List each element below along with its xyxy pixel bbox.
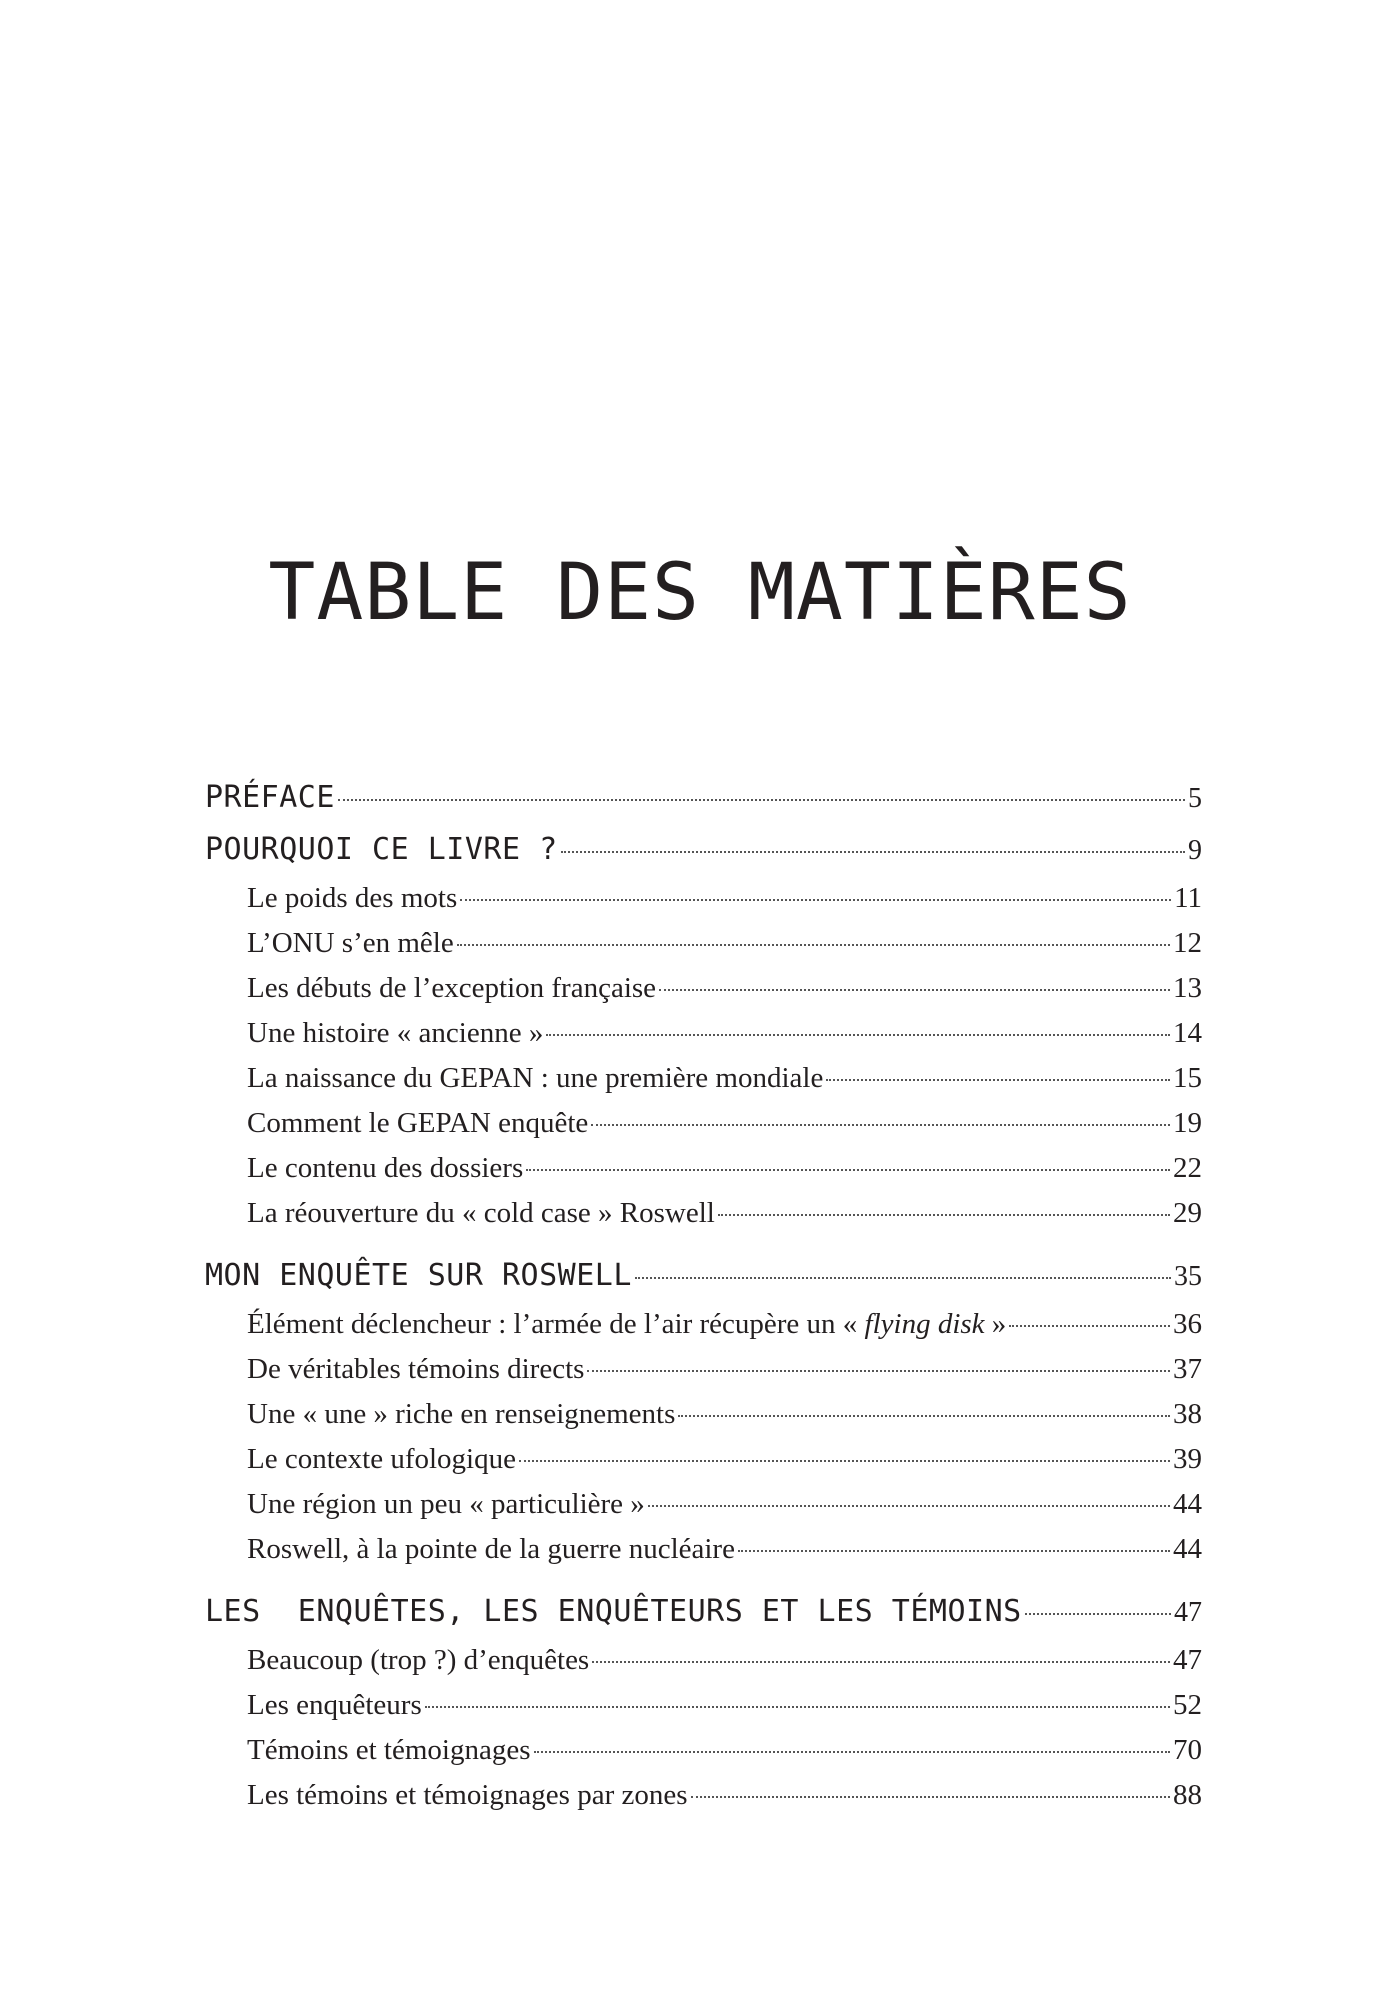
toc-entry[interactable] <box>205 1527 1202 1572</box>
entry-title: Une région un peu « particulière » <box>247 1488 645 1520</box>
dot-leader <box>561 851 1185 853</box>
toc-chapter-pourquoi[interactable] <box>205 824 1202 876</box>
dot-leader <box>648 1505 1170 1507</box>
dot-leader <box>338 799 1185 801</box>
page-number: 52 <box>1173 1689 1202 1721</box>
spacer <box>205 1236 1202 1250</box>
page-number: 19 <box>1173 1107 1202 1139</box>
toc-entry[interactable] <box>205 1191 1202 1236</box>
dot-leader <box>519 1460 1170 1462</box>
toc-entry[interactable] <box>205 1392 1202 1437</box>
page-number: 9 <box>1188 835 1202 866</box>
spacer <box>205 1572 1202 1586</box>
table-of-contents <box>205 772 1202 1818</box>
dot-leader <box>460 899 1171 901</box>
dot-leader <box>718 1214 1170 1216</box>
page-number: 44 <box>1173 1488 1202 1520</box>
dot-leader <box>659 989 1170 991</box>
page-number: 22 <box>1173 1152 1202 1184</box>
page-number: 13 <box>1173 972 1202 1004</box>
entry-title: De véritables témoins directs <box>247 1353 585 1385</box>
toc-entry[interactable] <box>205 1101 1202 1146</box>
dot-leader <box>587 1370 1170 1372</box>
toc-entry[interactable] <box>205 1728 1202 1773</box>
page-number: 35 <box>1174 1261 1202 1292</box>
entry-title: Comment le GEPAN enquête <box>247 1107 589 1139</box>
toc-entry[interactable] <box>205 1146 1202 1191</box>
entry-title: Les témoins et témoignages par zones <box>247 1779 688 1811</box>
dot-leader <box>826 1079 1170 1081</box>
chapter-title: LES ENQUÊTES, LES ENQUÊTEURS ET LES TÉMOINS <box>205 1594 1022 1629</box>
entry-title: Les débuts de l’exception française <box>247 972 657 1004</box>
chapter-title: MON ENQUÊTE SUR ROSWELL <box>205 1258 632 1293</box>
dot-leader <box>546 1034 1170 1036</box>
page-number: 15 <box>1173 1062 1202 1094</box>
page-number: 39 <box>1173 1443 1202 1475</box>
dot-leader <box>678 1415 1170 1417</box>
entry-title: La naissance du GEPAN : une première mondiale <box>247 1062 824 1094</box>
page-number: 47 <box>1174 1597 1202 1628</box>
page-title: TABLE DES MATIÈRES <box>268 548 1132 638</box>
dot-leader <box>691 1796 1170 1798</box>
toc-entry[interactable] <box>205 921 1202 966</box>
entry-title: La réouverture du « cold case » Roswell <box>247 1197 715 1229</box>
entry-title: Témoins et témoignages <box>247 1734 531 1766</box>
entry-title: Le contenu des dossiers <box>247 1152 524 1184</box>
toc-chapter-preface[interactable] <box>205 772 1202 824</box>
entry-title: Une « une » riche en renseignements <box>247 1398 676 1430</box>
dot-leader <box>1009 1325 1170 1327</box>
dot-leader <box>1025 1613 1171 1615</box>
chapter-title: PRÉFACE <box>205 780 335 815</box>
entry-title-part: Élément déclencheur : l’armée de l’air récupère un « <box>247 1308 865 1340</box>
page-number: 36 <box>1173 1308 1202 1340</box>
toc-chapter-roswell[interactable] <box>205 1250 1202 1302</box>
entry-title: Les enquêteurs <box>247 1689 422 1721</box>
entry-title: Le poids des mots <box>247 882 458 914</box>
page-number: 12 <box>1173 927 1202 959</box>
page-number: 44 <box>1173 1533 1202 1565</box>
toc-entry[interactable] <box>205 1683 1202 1728</box>
entry-title <box>247 1302 1006 1347</box>
entry-title-part: » <box>984 1308 1007 1340</box>
entry-title: Une histoire « ancienne » <box>247 1017 544 1049</box>
dot-leader <box>534 1751 1171 1753</box>
page-number: 14 <box>1173 1017 1202 1049</box>
entry-title: L’ONU s’en mêle <box>247 927 454 959</box>
toc-entry[interactable] <box>205 1773 1202 1818</box>
entry-title: Roswell, à la pointe de la guerre nucléaire <box>247 1533 735 1565</box>
dot-leader <box>425 1706 1170 1708</box>
dot-leader <box>457 944 1170 946</box>
toc-entry[interactable] <box>205 1437 1202 1482</box>
entry-title-italic: flying disk <box>864 1308 985 1340</box>
page-number: 29 <box>1173 1197 1202 1229</box>
page-number: 5 <box>1188 783 1202 814</box>
entry-title: Le contexte ufologique <box>247 1443 516 1475</box>
dot-leader <box>738 1550 1170 1552</box>
page-number: 47 <box>1173 1644 1202 1676</box>
toc-entry[interactable] <box>205 1302 1202 1347</box>
dot-leader <box>526 1169 1170 1171</box>
toc-entry[interactable] <box>205 966 1202 1011</box>
toc-entry[interactable] <box>205 1482 1202 1527</box>
chapter-title: POURQUOI CE LIVRE ? <box>205 832 558 867</box>
page-number: 70 <box>1173 1734 1202 1766</box>
dot-leader <box>591 1124 1170 1126</box>
toc-entry[interactable] <box>205 876 1202 921</box>
toc-entry[interactable] <box>205 1011 1202 1056</box>
page-number: 37 <box>1173 1353 1202 1385</box>
toc-entry[interactable] <box>205 1056 1202 1101</box>
toc-entry[interactable] <box>205 1638 1202 1683</box>
toc-chapter-enquetes[interactable] <box>205 1586 1202 1638</box>
toc-entry[interactable] <box>205 1347 1202 1392</box>
page-number: 38 <box>1173 1398 1202 1430</box>
dot-leader <box>635 1277 1171 1279</box>
entry-title: Beaucoup (trop ?) d’enquêtes <box>247 1644 590 1676</box>
page-number: 11 <box>1174 882 1202 914</box>
dot-leader <box>592 1661 1170 1663</box>
page-number: 88 <box>1173 1779 1202 1811</box>
